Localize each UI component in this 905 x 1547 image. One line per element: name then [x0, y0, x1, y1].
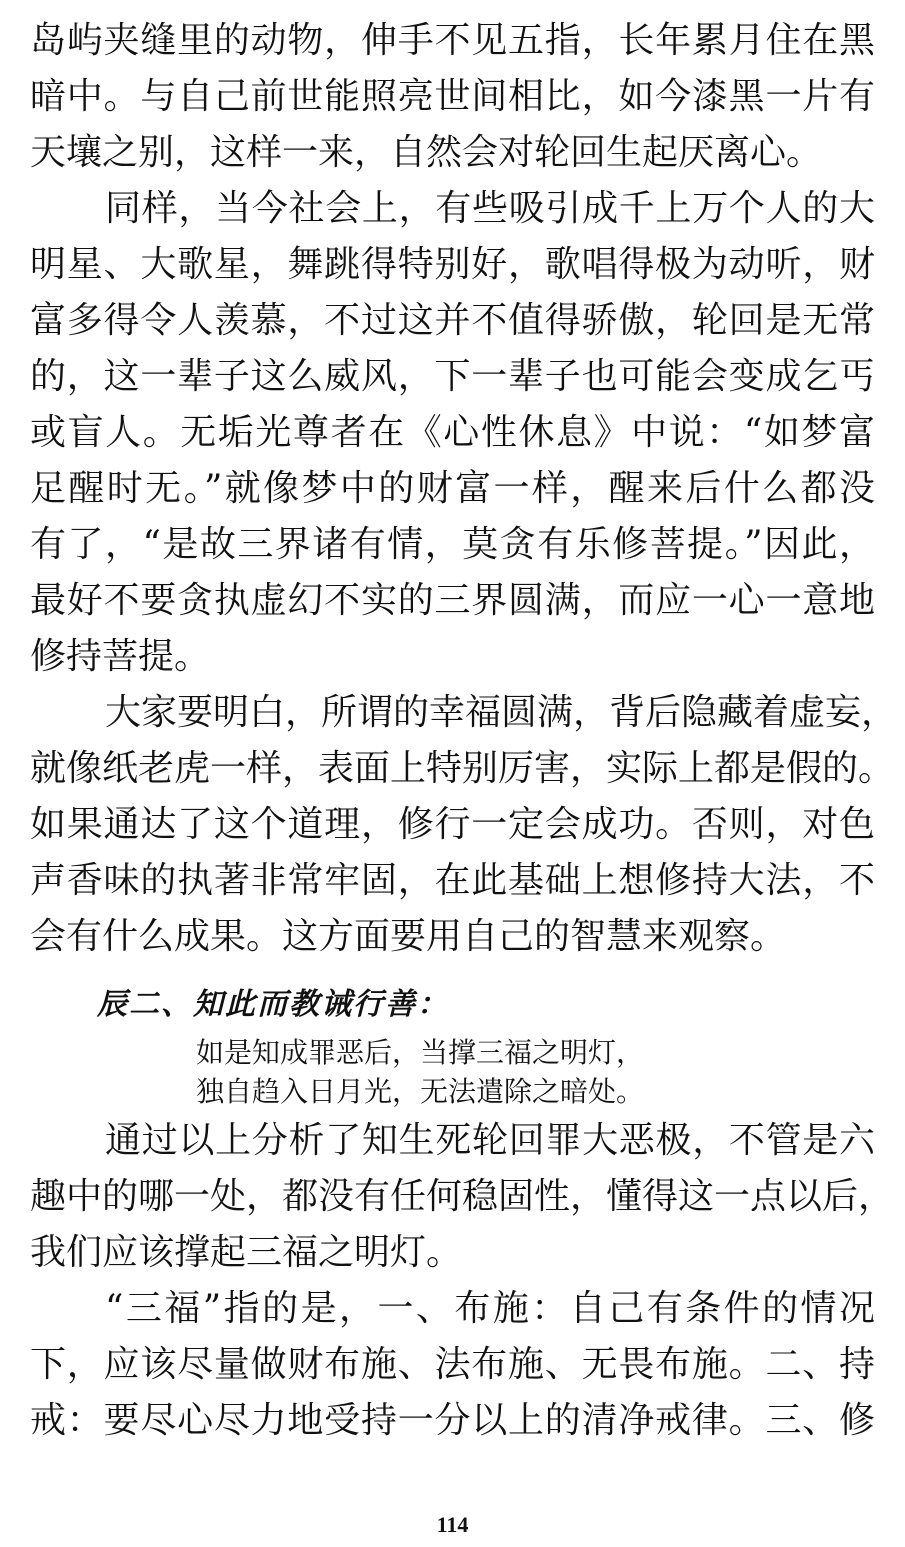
verse-line: 如是知成罪恶后，当撑三福之明灯，	[196, 1036, 645, 1069]
body-line: 足醒时无。”就像梦中的财富一样，醒来后什么都没	[30, 468, 875, 509]
body-line: 的，这一辈子这么威风，下一辈子也可能会变成乞丐	[30, 356, 875, 397]
body-line: 最好不要贪执虚幻不实的三界圆满，而应一心一意地	[30, 580, 875, 621]
body-line: 声香味的执著非常牢固，在此基础上想修持大法，不	[30, 860, 875, 901]
body-line: 天壤之别，这样一来，自然会对轮回生起厌离心。	[30, 132, 823, 173]
body-line: 通过以上分析了知生死轮回罪大恶极，不管是六	[105, 1120, 875, 1161]
body-line: 修持菩提。	[30, 636, 211, 677]
body-line: 会有什么成果。这方面要用自己的智慧来观察。	[30, 916, 787, 957]
body-line: 暗中。与自己前世能照亮世间相比，如今漆黑一片有	[30, 76, 875, 117]
section-heading: 辰二、知此而教诫行善：	[97, 987, 449, 1022]
body-line: 就像纸老虎一样，表面上特别厉害，实际上都是假的。	[30, 748, 895, 789]
page-number: 114	[436, 1512, 469, 1537]
body-line: 趣中的哪一处，都没有任何稳固性，懂得这一点以后，	[30, 1176, 895, 1217]
body-line: “三福”指的是，一、布施：自己有条件的情况	[105, 1288, 875, 1329]
verse-line: 独自趋入日月光，无法遣除之暗处。	[196, 1075, 645, 1108]
body-line: 富多得令人羡慕，不过这并不值得骄傲，轮回是无常	[30, 300, 875, 341]
body-line: 或盲人。无垢光尊者在《心性休息》中说：“如梦富	[30, 412, 875, 453]
body-line: 大家要明白，所谓的幸福圆满，背后隐藏着虚妄，	[105, 692, 898, 733]
body-line: 戒：要尽心尽力地受持一分以上的清净戒律。三、修	[30, 1400, 875, 1441]
body-line: 如果通达了这个道理，修行一定会成功。否则，对色	[30, 804, 875, 845]
body-line: 岛屿夹缝里的动物，伸手不见五指，长年累月住在黑	[30, 20, 875, 61]
body-line: 我们应该撑起三福之明灯。	[30, 1232, 463, 1273]
body-line: 明星、大歌星，舞跳得特别好，歌唱得极为动听，财	[30, 244, 875, 285]
body-line: 有了，“是故三界诸有情，莫贪有乐修菩提。”因此，	[30, 524, 875, 565]
body-line: 同样，当今社会上，有些吸引成千上万个人的大	[105, 188, 875, 229]
body-line: 下，应该尽量做财布施、法布施、无畏布施。二、持	[30, 1344, 875, 1385]
